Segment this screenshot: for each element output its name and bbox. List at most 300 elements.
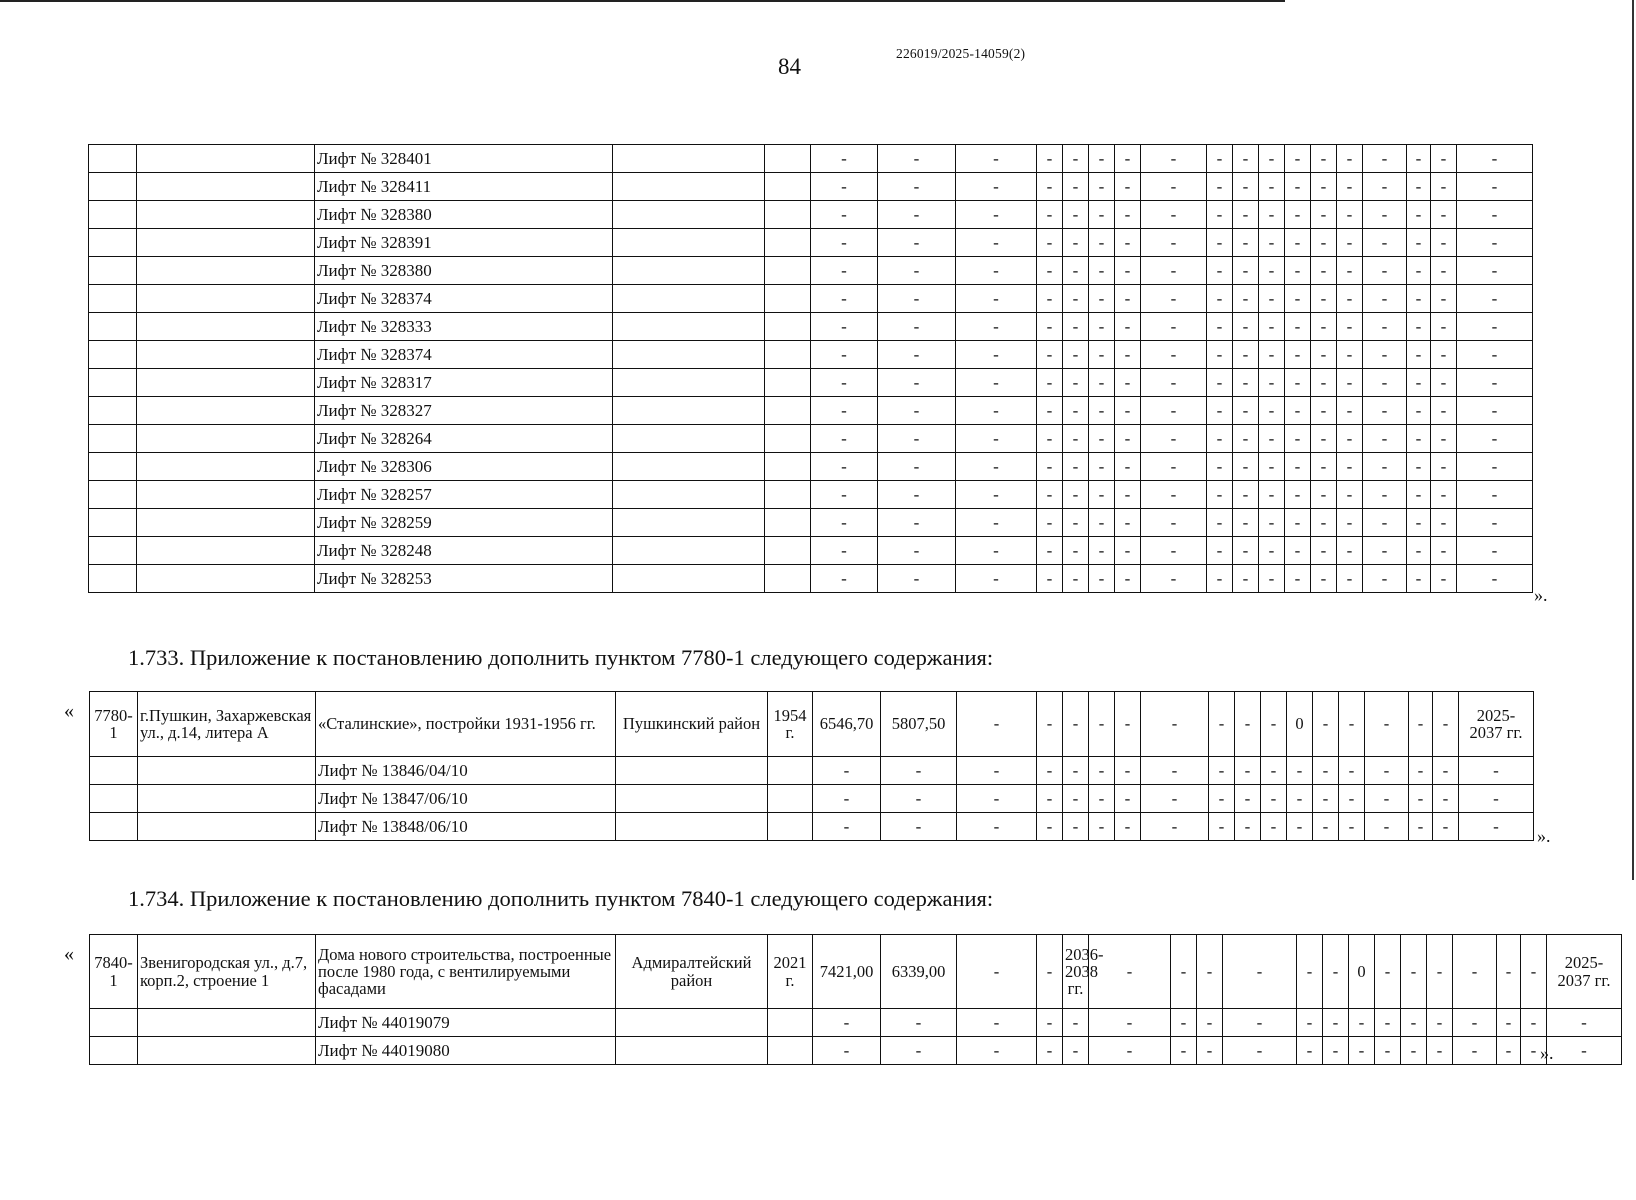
cell-dash: - <box>956 145 1037 173</box>
blank-cell <box>90 1009 138 1037</box>
cell-dash: - <box>1207 481 1233 509</box>
cell-dash: - <box>1089 201 1115 229</box>
blank-cell <box>768 1009 813 1037</box>
cell-dash: - <box>1259 509 1285 537</box>
cell-dash: - <box>1431 145 1457 173</box>
table-row <box>89 369 1533 397</box>
table-row <box>89 173 1533 201</box>
cell-dash: - <box>1337 537 1363 565</box>
cell-dash: - <box>1363 313 1407 341</box>
blank-cell <box>89 173 137 201</box>
table-row <box>89 397 1533 425</box>
cell-dash: - <box>1207 341 1233 369</box>
cell-dash: - <box>1197 935 1223 1009</box>
cell-dash: - <box>1431 481 1457 509</box>
total-area: 6546,70 <box>813 692 881 757</box>
cell-dash: - <box>1063 201 1089 229</box>
cell-dash: - <box>956 257 1037 285</box>
cell-dash: - <box>1037 201 1063 229</box>
cell-dash: - <box>1063 229 1089 257</box>
table-row <box>89 313 1533 341</box>
cell-dash: - <box>1259 397 1285 425</box>
cell-dash: - <box>956 285 1037 313</box>
cell-dash: - <box>1311 341 1337 369</box>
cell-dash: - <box>1233 481 1259 509</box>
blank-cell <box>89 481 137 509</box>
cell-dash: - <box>1407 145 1431 173</box>
cell-dash: - <box>1457 173 1533 201</box>
table-row <box>90 813 1534 841</box>
cell-dash: - <box>1037 229 1063 257</box>
blank-cell <box>765 369 811 397</box>
lift-name: Лифт № 328411 <box>315 173 613 201</box>
cell-dash: - <box>1207 173 1233 201</box>
cell-dash: - <box>1209 813 1235 841</box>
lift-name: Лифт № 328248 <box>315 537 613 565</box>
table-row <box>89 257 1533 285</box>
cell-dash: - <box>956 537 1037 565</box>
cell-dash: - <box>1337 341 1363 369</box>
cell-dash: - <box>1311 173 1337 201</box>
cell-dash: - <box>1223 935 1297 1009</box>
cell-dash: - <box>878 341 956 369</box>
table-row <box>90 1009 1622 1037</box>
cell-dash: - <box>1233 145 1259 173</box>
lift-name: Лифт № 328306 <box>315 453 613 481</box>
cell-dash: - <box>1259 341 1285 369</box>
cell-dash: - <box>1459 813 1534 841</box>
cell-dash: - <box>1171 935 1197 1009</box>
page-number: 84 <box>778 54 801 79</box>
cell-dash: - <box>1259 481 1285 509</box>
cell-dash: - <box>1363 229 1407 257</box>
cell-dash: - <box>1089 341 1115 369</box>
cell-dash: - <box>1407 313 1431 341</box>
cell-dash: - <box>1207 257 1233 285</box>
cell-dash: - <box>878 173 956 201</box>
cell-dash: - <box>1313 692 1339 757</box>
cell-dash: - <box>1337 285 1363 313</box>
cell-dash: - <box>1323 935 1349 1009</box>
cell-dash: - <box>956 509 1037 537</box>
blank-cell <box>138 1037 316 1065</box>
cell-dash: - <box>1207 201 1233 229</box>
cell-dash: - <box>1457 481 1533 509</box>
cell-dash: - <box>1259 425 1285 453</box>
cell-dash: - <box>1431 369 1457 397</box>
cell-dash: - <box>1141 173 1207 201</box>
blank-cell <box>613 481 765 509</box>
cell-dash: - <box>1089 369 1115 397</box>
cell-dash: - <box>1259 201 1285 229</box>
cell-dash: - <box>1141 285 1207 313</box>
blank-cell <box>613 397 765 425</box>
section-heading-734: 1.734. Приложение к постановлению дополнить пунктом 7840-1 следующего содержания: <box>128 886 994 911</box>
cell-dash: - <box>1259 565 1285 593</box>
table-row <box>89 509 1533 537</box>
cell-dash: - <box>1497 1009 1521 1037</box>
cell-dash: - <box>1089 313 1115 341</box>
blank-cell <box>613 201 765 229</box>
cell-dash: - <box>1089 935 1171 1009</box>
cell-dash: - <box>878 369 956 397</box>
blank-cell <box>613 369 765 397</box>
cell-dash: - <box>1141 341 1207 369</box>
cell-dash: - <box>1063 1009 1089 1037</box>
blank-cell <box>138 757 316 785</box>
blank-cell <box>89 537 137 565</box>
cell-dash: - <box>1063 285 1089 313</box>
cell-dash: - <box>1141 425 1207 453</box>
cell-dash: - <box>878 257 956 285</box>
cell-dash: - <box>1285 313 1311 341</box>
cell-dash: - <box>1259 313 1285 341</box>
cell-dash: - <box>1431 397 1457 425</box>
cell-dash: - <box>1337 425 1363 453</box>
district: Адмиралтейский район <box>616 935 768 1009</box>
cell-dash: - <box>1261 692 1287 757</box>
cell-dash: - <box>1285 481 1311 509</box>
table-row <box>89 341 1533 369</box>
cell-dash: - <box>1141 313 1207 341</box>
cell-dash: - <box>1037 425 1063 453</box>
blank-cell <box>138 1009 316 1037</box>
cell-dash: - <box>1089 509 1115 537</box>
cell-dash: - <box>1457 565 1533 593</box>
table-row <box>89 481 1533 509</box>
cell-dash: - <box>1323 1037 1349 1065</box>
cell-dash: - <box>1337 229 1363 257</box>
cell-dash: - <box>1375 1009 1401 1037</box>
cell-dash: - <box>1063 509 1089 537</box>
blank-cell <box>137 537 315 565</box>
cell-dash: - <box>1233 257 1259 285</box>
cell-dash: - <box>956 229 1037 257</box>
cell-dash: - <box>1089 397 1115 425</box>
cell-dash: - <box>1063 481 1089 509</box>
lift-name: Лифт № 328317 <box>315 369 613 397</box>
cell-dash: - <box>1115 145 1141 173</box>
cell-dash: - <box>1427 1009 1453 1037</box>
lift-name: Лифт № 328401 <box>315 145 613 173</box>
blank-cell <box>90 785 138 813</box>
cell-dash: - <box>1339 757 1365 785</box>
cell-dash: - <box>1141 145 1207 173</box>
cell-dash: - <box>813 1037 881 1065</box>
cell-dash: - <box>1311 425 1337 453</box>
cell-dash: - <box>1337 453 1363 481</box>
blank-cell <box>613 313 765 341</box>
cell-dash: - <box>1233 229 1259 257</box>
cell-dash: - <box>1037 145 1063 173</box>
cell-dash: - <box>1259 285 1285 313</box>
cell-dash: - <box>1407 201 1431 229</box>
blank-cell <box>613 537 765 565</box>
cell-dash: - <box>1285 257 1311 285</box>
cell-dash: - <box>881 813 957 841</box>
table-row <box>89 201 1533 229</box>
cell-dash: - <box>1285 173 1311 201</box>
cell-dash: - <box>1431 341 1457 369</box>
cell-dash: - <box>881 757 957 785</box>
cell-dash: - <box>811 481 878 509</box>
cell-dash: - <box>1457 229 1533 257</box>
cell-dash: - <box>811 369 878 397</box>
cell-dash: - <box>1407 285 1431 313</box>
blank-cell <box>613 565 765 593</box>
blank-cell <box>768 1037 813 1065</box>
cell-dash: - <box>1259 537 1285 565</box>
cell-dash: - <box>878 509 956 537</box>
cell-dash: - <box>1089 785 1115 813</box>
cell-dash: - <box>956 369 1037 397</box>
cell-dash: - <box>1427 935 1453 1009</box>
cell-dash: - <box>1457 397 1533 425</box>
table-row <box>90 785 1534 813</box>
table-row <box>90 757 1534 785</box>
blank-cell <box>137 369 315 397</box>
cell-dash: - <box>1521 1037 1547 1065</box>
table-row <box>89 229 1533 257</box>
cell-dash: - <box>811 537 878 565</box>
address: Звенигородская ул., д.7, корп.2, строение 1 <box>138 935 316 1009</box>
blank-cell <box>765 257 811 285</box>
cell-dash: - <box>956 425 1037 453</box>
blank-cell <box>89 397 137 425</box>
cell-dash: - <box>1115 509 1141 537</box>
cell-dash: - <box>957 813 1037 841</box>
cell-dash: - <box>1233 453 1259 481</box>
work-period: 2025-2037 гг. <box>1547 935 1622 1009</box>
blank-cell <box>765 201 811 229</box>
cell-dash: - <box>813 757 881 785</box>
blank-cell <box>613 509 765 537</box>
cell-dash: - <box>1337 369 1363 397</box>
cell-dash: - <box>1459 785 1534 813</box>
cell-dash: - <box>1037 313 1063 341</box>
cell-dash: - <box>956 313 1037 341</box>
cell-dash: - <box>1363 145 1407 173</box>
cell-dash: - <box>813 785 881 813</box>
blank-cell <box>768 785 813 813</box>
cell-dash: - <box>1457 257 1533 285</box>
cell-dash: - <box>1063 785 1089 813</box>
item-number: 7840-1 <box>90 935 138 1009</box>
cell-dash: - <box>1063 313 1089 341</box>
cell-dash: - <box>1407 453 1431 481</box>
blank-cell <box>765 145 811 173</box>
cell-dash: - <box>1037 1009 1063 1037</box>
blank-cell <box>138 785 316 813</box>
cell-dash: - <box>1313 813 1339 841</box>
cell-dash: - <box>811 145 878 173</box>
cell-dash: - <box>1285 145 1311 173</box>
blank-cell <box>616 1037 768 1065</box>
cell-dash: - <box>1363 453 1407 481</box>
cell-dash: - <box>1115 565 1141 593</box>
cell-dash: - <box>1521 1009 1547 1037</box>
blank-cell <box>89 425 137 453</box>
cell-dash: - <box>1233 369 1259 397</box>
cell-dash: - <box>1141 481 1207 509</box>
cell-dash: - <box>1311 481 1337 509</box>
table-row <box>89 145 1533 173</box>
cell-dash: - <box>1063 1037 1089 1065</box>
blank-cell <box>137 425 315 453</box>
cell-dash: - <box>956 565 1037 593</box>
cell-dash: - <box>1433 757 1459 785</box>
cell-dash: - <box>1311 369 1337 397</box>
cell-dash: - <box>1259 369 1285 397</box>
lift-name: Лифт № 44019079 <box>316 1009 616 1037</box>
blank-cell <box>89 369 137 397</box>
lift-name: Лифт № 328374 <box>315 341 613 369</box>
cell-dash: - <box>956 201 1037 229</box>
cell-dash: - <box>1401 935 1427 1009</box>
blank-cell <box>765 341 811 369</box>
cell-dash: - <box>1063 369 1089 397</box>
cell-dash: - <box>1063 453 1089 481</box>
blank-cell <box>613 173 765 201</box>
cell-dash: - <box>1037 537 1063 565</box>
cell-dash: - <box>1089 173 1115 201</box>
cell-dash: - <box>1323 1009 1349 1037</box>
cell-dash: - <box>1363 257 1407 285</box>
cell-dash: - <box>1115 757 1141 785</box>
cell-dash: - <box>1259 229 1285 257</box>
cell-dash: - <box>878 229 956 257</box>
cell-dash: - <box>1089 425 1115 453</box>
cell-dash: - <box>811 313 878 341</box>
cell-dash: - <box>1259 173 1285 201</box>
cell-dash: - <box>1207 313 1233 341</box>
cell-dash: - <box>1089 145 1115 173</box>
cell-dash: - <box>1037 481 1063 509</box>
cell-dash: - <box>1287 785 1313 813</box>
cell-dash: - <box>878 565 956 593</box>
right-border-line <box>1632 0 1634 880</box>
blank-cell <box>89 453 137 481</box>
cell-dash: - <box>1337 257 1363 285</box>
cell-dash: - <box>1207 565 1233 593</box>
blank-cell <box>765 509 811 537</box>
cell-dash: - <box>1141 257 1207 285</box>
cell-dash: - <box>1037 369 1063 397</box>
cell-dash: - <box>1089 481 1115 509</box>
cell-dash: - <box>1363 537 1407 565</box>
lift-name: Лифт № 328380 <box>315 257 613 285</box>
blank-cell <box>765 313 811 341</box>
blank-cell <box>90 813 138 841</box>
cell-dash: - <box>1363 509 1407 537</box>
cell-dash: - <box>1431 509 1457 537</box>
document-id: 226019/2025-14059(2) <box>896 46 1026 61</box>
lift-name: Лифт № 328333 <box>315 313 613 341</box>
cell-dash: - <box>1375 935 1401 1009</box>
cell-dash: - <box>1297 935 1323 1009</box>
table-row <box>89 537 1533 565</box>
lift-name: Лифт № 328264 <box>315 425 613 453</box>
table-row <box>89 453 1533 481</box>
living-area: 6339,00 <box>881 935 957 1009</box>
cell-dash: - <box>1453 1037 1497 1065</box>
cell-dash: - <box>1311 565 1337 593</box>
blank-cell <box>765 537 811 565</box>
cell-dash: - <box>1311 285 1337 313</box>
cell-dash: - <box>1365 757 1409 785</box>
cell-dash: - <box>1457 285 1533 313</box>
cell-dash: - <box>1407 229 1431 257</box>
cell-dash: - <box>1363 565 1407 593</box>
lift-table-7780-1 <box>89 691 1534 841</box>
cell-dash: - <box>1115 537 1141 565</box>
cell-dash: - <box>1457 425 1533 453</box>
blank-cell <box>137 481 315 509</box>
cell-dash: - <box>1365 785 1409 813</box>
cell-dash: - <box>1037 785 1063 813</box>
lift-name: Лифт № 13848/06/10 <box>316 813 616 841</box>
cell-dash: - <box>1409 757 1433 785</box>
cell-dash: - <box>1141 229 1207 257</box>
cell-dash: - <box>1431 537 1457 565</box>
blank-cell <box>89 565 137 593</box>
cell-dash: - <box>1363 173 1407 201</box>
item-number: 7780-1 <box>90 692 138 757</box>
cell-dash: - <box>1365 692 1409 757</box>
cell-dash: - <box>1431 285 1457 313</box>
cell-dash: - <box>1339 813 1365 841</box>
cell-dash: - <box>957 1009 1037 1037</box>
cell-zero: 0 <box>1287 692 1313 757</box>
cell-dash: - <box>1497 935 1521 1009</box>
cell-dash: - <box>956 341 1037 369</box>
cell-dash: - <box>1089 229 1115 257</box>
cell-dash: - <box>1115 173 1141 201</box>
cell-dash: - <box>1285 537 1311 565</box>
cell-dash: - <box>1297 1009 1323 1037</box>
table-row <box>90 1037 1622 1065</box>
cell-dash: - <box>1037 509 1063 537</box>
cell-dash: - <box>1339 785 1365 813</box>
blank-cell <box>137 257 315 285</box>
cell-dash: - <box>1401 1009 1427 1037</box>
cell-dash: - <box>1207 145 1233 173</box>
cell-dash: - <box>1287 757 1313 785</box>
blank-cell <box>89 313 137 341</box>
cell-dash: - <box>1285 453 1311 481</box>
cell-dash: - <box>1427 1037 1453 1065</box>
cell-dash: - <box>1207 285 1233 313</box>
cell-dash: - <box>1261 757 1287 785</box>
cell-dash: - <box>881 785 957 813</box>
blank-cell <box>765 397 811 425</box>
cell-dash: - <box>1037 565 1063 593</box>
blank-cell <box>137 453 315 481</box>
cell-dash: - <box>1207 397 1233 425</box>
cell-dash: - <box>811 397 878 425</box>
cell-dash: - <box>1407 397 1431 425</box>
cell-dash: - <box>1141 201 1207 229</box>
cell-dash: - <box>811 341 878 369</box>
cell-dash: - <box>1311 313 1337 341</box>
cell-dash: - <box>1339 692 1365 757</box>
cell-dash: - <box>1547 1009 1622 1037</box>
cell-dash: - <box>1349 1037 1375 1065</box>
cell-dash: - <box>878 397 956 425</box>
lift-name: Лифт № 328253 <box>315 565 613 593</box>
blank-cell <box>768 757 813 785</box>
cell-dash: - <box>1337 173 1363 201</box>
